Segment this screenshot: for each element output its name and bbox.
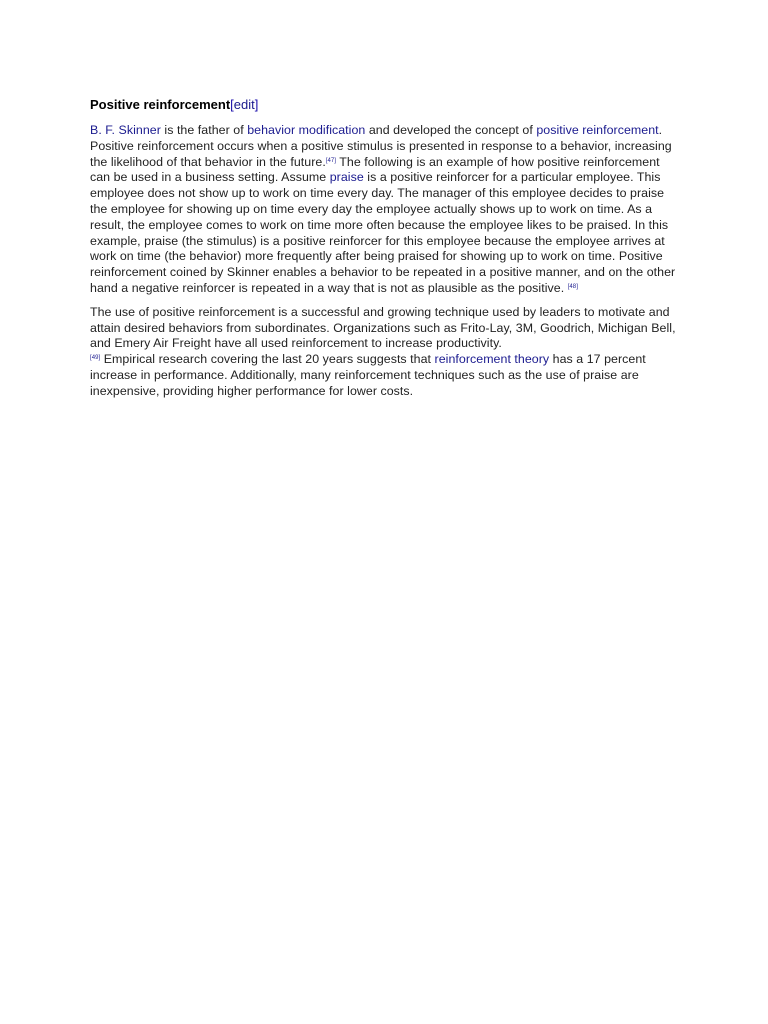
link-reinforcement-theory[interactable]: reinforcement theory [434, 352, 550, 367]
citation-47[interactable]: [47] [325, 157, 337, 164]
link-bf-skinner[interactable]: B. F. Skinner [90, 123, 161, 137]
paragraph-1-text-1: is the father of [160, 123, 248, 137]
link-praise[interactable]: praise [329, 170, 364, 185]
paragraph-2-text-2: Empirical research covering the last 20 years suggests that [100, 352, 435, 367]
edit-bracket-open: [ [230, 97, 234, 112]
paragraph-2 [90, 305, 680, 400]
link-behavior-modification[interactable]: behavior modification [247, 123, 366, 137]
paragraph-2-text-3: has a 17 percent increase in performance. Additionally, many reinforcement techniques such as the use of praise are inexpensive, providing higher performance for lower costs. [90, 352, 646, 398]
section-title: Positive reinforcement [90, 97, 231, 112]
paragraph-1-text-2: and developed the concept of [365, 123, 537, 137]
paragraph-2-text-1: The use of positive reinforcement is a successful and growing technique used by leaders to motivate and attain desired behaviors from subordinates. Organizations such as Frito-Lay, 3M, Goodrich, Michigan Bell, and Emery Air Freight have all used reinforcement to increase productivity. [90, 304, 676, 351]
article-section [90, 96, 680, 408]
paragraph-1-text-5: is a positive reinforcer for a particular employee. This employee does not show up to work on time every day. The manager of this employee decides to praise the employee for showing up on time every day the employee actually shows up to work on time. As a result, the employee comes to work on time more often because the employee likes to be praised. In this example, praise (the stimulus) is a positive reinforcer for this employee because the employee arrives at work on time (the behavior) more frequently after being praised for showing up to work on time. Positive reinforcement coined by Skinner enables a behavior to be repeated in a positive manner, and on the other hand a negative reinforcer is repeated in a way that is not as plausible as the positive. [90, 170, 676, 295]
edit-bracket-close: ] [254, 97, 259, 112]
paragraph-1-text-3: . Positive reinforcement occurs when a positive stimulus is presented in response to a behavior, increasing the likelihood of that behavior in the future. [90, 123, 672, 169]
paragraph-1-text-4: The following is an example of how positive reinforcement can be used in a business setting. Assume [90, 154, 660, 185]
link-positive-reinforcement[interactable]: positive reinforcement [536, 123, 659, 137]
section-heading [90, 96, 680, 114]
edit-link[interactable]: edit [233, 97, 255, 112]
paragraph-1 [90, 123, 680, 297]
citation-49[interactable]: [49] [90, 355, 101, 362]
citation-48[interactable]: [48] [567, 283, 578, 290]
